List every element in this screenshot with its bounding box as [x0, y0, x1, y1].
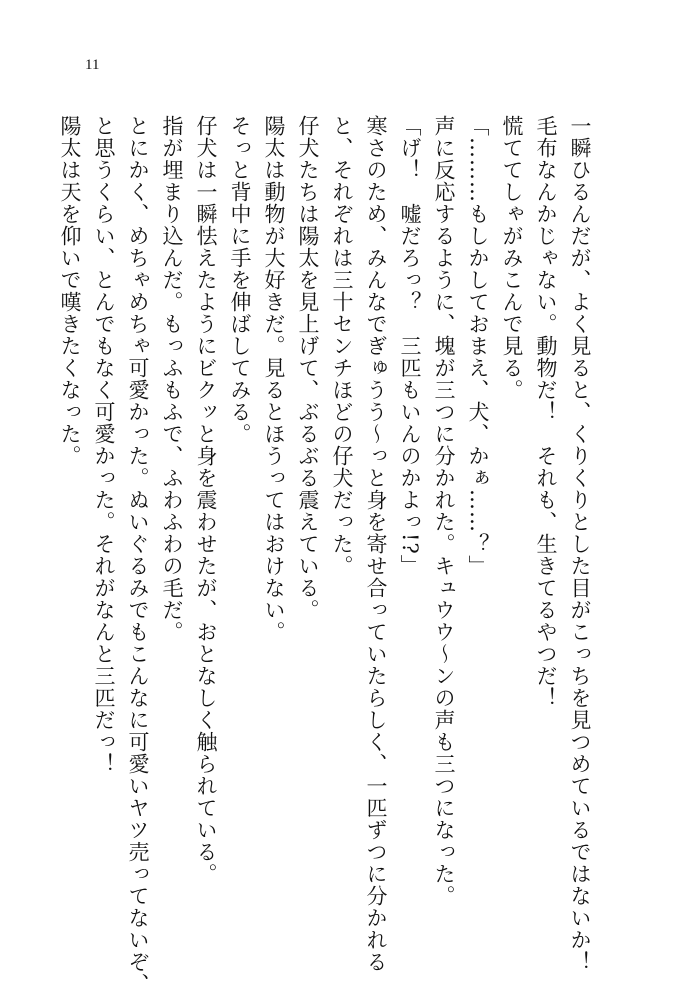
text-line: と、それぞれは三十センチほどの仔犬だった。: [330, 115, 354, 577]
text-line: 仔犬たちは陽太を見上げて、ぶるぶる震えている。: [296, 115, 320, 621]
text-line: と思うくらい、とんでもなく可愛かった。それがなんと三匹だっ！: [92, 115, 116, 775]
text-line: 慌ててしゃがみこんで見る。: [500, 115, 524, 401]
text-line: 声に反応するように、塊が三つに分かれた。キュウウ～ンの声も三つになった。: [432, 115, 456, 907]
text-line: 寒さのため、みんなでぎゅうう～っと身を寄せ合っていたらしく、一匹ずつに分かれる: [364, 115, 388, 973]
text-line: 陽太は動物が大好きだ。見るとほうってはおけない。: [262, 115, 286, 643]
text-line: 「げ！ 嘘だろっ？ 三匹もいんのかよっ!?」: [398, 115, 422, 577]
page-number: 11: [85, 57, 100, 73]
body-text: [53, 115, 597, 995]
text-line: 指が埋まり込んだ。もっふもふで、ふわふわの毛だ。: [160, 115, 184, 643]
text-line: 一瞬ひるんだが、よく見ると、くりくりとした目がこっちを見つめているではないか！: [568, 115, 592, 973]
text-line: 仔犬は一瞬怯えたようにビクッと身を震わせたが、おとなしく触られている。: [194, 115, 218, 885]
text-line: 「………もしかしておまえ、犬、かぁ……？」: [466, 115, 490, 577]
text-line: 陽太は天を仰いで嘆きたくなった。: [58, 115, 82, 467]
text-line: 毛布なんかじゃない。動物だ！ それも、生きてるやつだ！: [534, 115, 558, 709]
text-line: そっと背中に手を伸ばしてみる。: [228, 115, 252, 445]
text-line: とにかく、めちゃめちゃ可愛かった。ぬいぐるみでもこんなに可愛いヤツ売ってないぞ、: [126, 115, 150, 995]
